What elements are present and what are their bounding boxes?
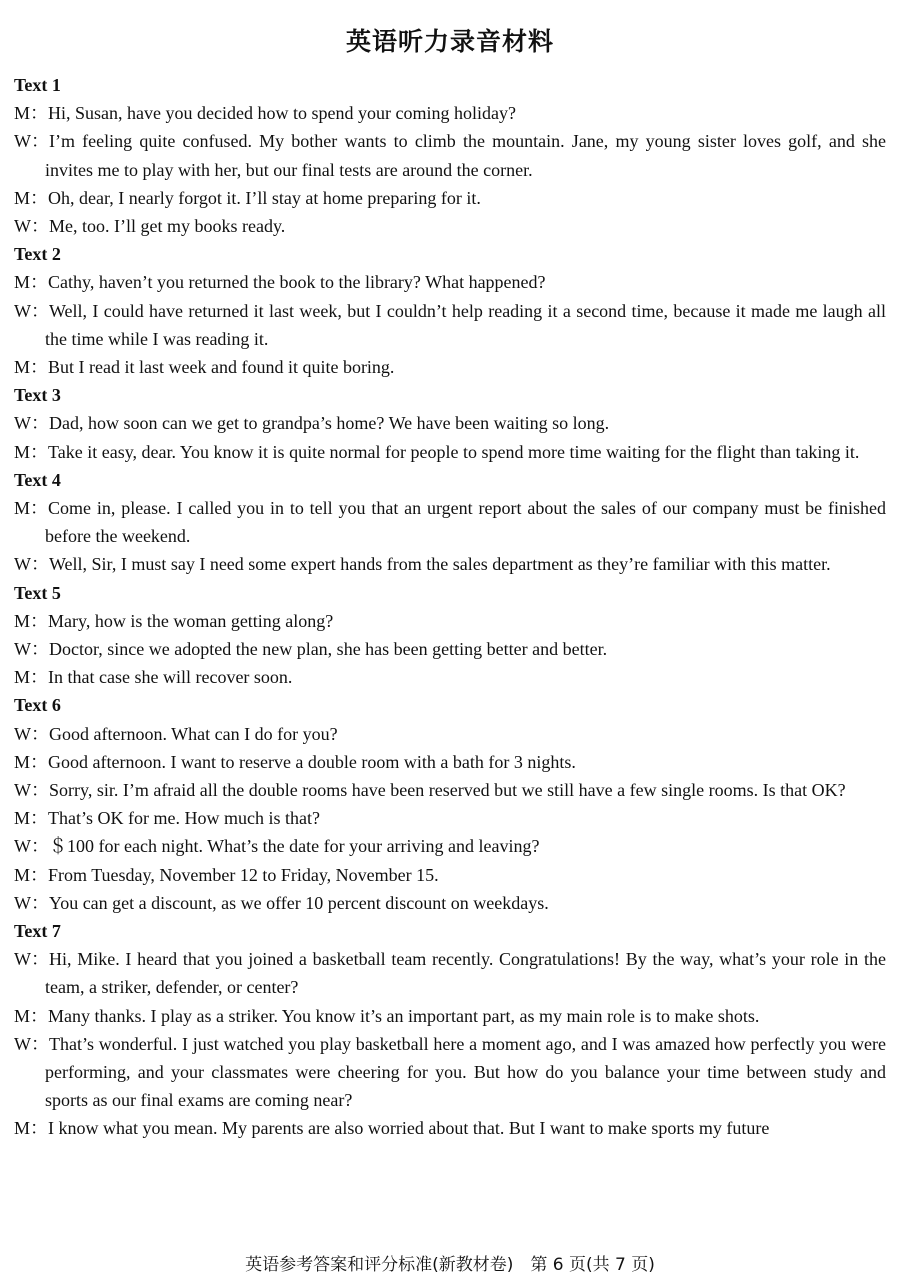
dialogue-text: Mary, how is the woman getting along? — [48, 610, 334, 631]
speaker-label: W： — [14, 413, 49, 434]
dialogue-line — [14, 409, 886, 437]
dialogue-text: Hi, Susan, have you decided how to spend your coming holiday? — [48, 103, 516, 124]
section-heading: Text 5 — [14, 582, 61, 603]
speaker-label: W： — [14, 1033, 49, 1054]
speaker-label: M： — [14, 1118, 49, 1139]
dialogue-line — [14, 861, 886, 889]
dialogue-text: Cathy, haven’t you returned the book to the library? What happened? — [48, 272, 546, 293]
speaker-label: M： — [14, 357, 49, 377]
speaker-label: W： — [14, 836, 49, 857]
speaker-label: M： — [14, 751, 49, 772]
speaker-label: W： — [14, 216, 49, 236]
dialogue-line — [14, 720, 886, 748]
speaker-label: W： — [14, 779, 49, 800]
dialogue-text: Dad, how soon can we get to grandpa’s home? We have been waiting so long. — [49, 413, 610, 434]
dialogue-text: Me, too. I’ll get my books ready. — [49, 216, 286, 236]
dialogue-line — [14, 353, 886, 381]
speaker-label: W： — [14, 892, 49, 913]
dialogue-line — [14, 776, 886, 804]
dialogue-text: Hi, Mike. I heard that you joined a basketball team recently. Congratulations! By the way, what’s your role in the team, a striker, defender, or center? — [45, 949, 886, 998]
dialogue-line — [14, 635, 886, 663]
dialogue-line — [14, 550, 886, 578]
section-heading: Text 6 — [14, 695, 61, 716]
dialogue-line — [14, 127, 886, 183]
dialogue-text: Good afternoon. I want to reserve a double room with a bath for 3 nights. — [48, 751, 576, 772]
dialogue-text: I know what you mean. My parents are also worried about that. But I want to make sports my future — [48, 1118, 770, 1139]
dialogue-text: Sorry, sir. I’m afraid all the double rooms have been reserved but we still have a few single rooms. Is that OK? — [49, 779, 846, 800]
dialogue-line — [14, 494, 886, 550]
dialogue-line — [14, 663, 886, 691]
dialogue-line — [14, 184, 886, 212]
dialogue-text: In that case she will recover soon. — [48, 667, 293, 688]
speaker-label: M： — [14, 610, 49, 631]
speaker-label: M： — [14, 808, 49, 829]
dialogue-text: ＄100 for each night. What’s the date for your arriving and leaving? — [49, 836, 540, 857]
dialogue-text: Good afternoon. What can I do for you? — [49, 723, 338, 744]
dialogue-text: Well, Sir, I must say I need some expert hands from the sales department as they’re familiar with this matter. — [49, 554, 831, 575]
dialogue-line — [14, 945, 886, 1001]
section-heading: Text 7 — [14, 921, 61, 941]
dialogue-text: That’s OK for me. How much is that? — [48, 808, 320, 829]
dialogue-text: Come in, please. I called you in to tell you that an urgent report about the sales of our company must be finished before the weekend. — [45, 497, 886, 547]
speaker-label: W： — [14, 949, 49, 970]
speaker-label: M： — [14, 667, 49, 688]
section-heading: Text 1 — [14, 75, 61, 95]
dialogue-line — [14, 1030, 886, 1115]
dialogue-text: From Tuesday, November 12 to Friday, November 15. — [48, 864, 439, 885]
dialogue-text: Take it easy, dear. You know it is quite normal for people to spend more time waiting for the flight than taking it. — [48, 441, 860, 462]
speaker-label: W： — [14, 554, 49, 575]
speaker-label: W： — [14, 131, 49, 152]
dialogue-line — [14, 748, 886, 776]
dialogue-text: Many thanks. I play as a striker. You know it’s an important part, as my main role is to make shots. — [48, 1005, 760, 1026]
speaker-label: M： — [14, 864, 49, 885]
dialogue-text: Oh, dear, I nearly forgot it. I’ll stay at home preparing for it. — [48, 187, 481, 208]
dialogue-text: Well, I could have returned it last week, but I couldn’t help reading it a second time, because it made me laugh all the time while I was reading it. — [45, 300, 886, 349]
document-title: 英语听力录音材料 — [345, 27, 554, 56]
dialogue-line — [14, 832, 886, 860]
dialogue-line — [14, 212, 886, 240]
dialogue-text: But I read it last week and found it quite boring. — [48, 357, 395, 377]
dialogue-line — [14, 804, 886, 832]
dialogue-line — [14, 297, 886, 353]
transcript-content — [14, 71, 886, 1143]
dialogue-line — [14, 438, 886, 466]
section-heading: Text 4 — [14, 469, 61, 490]
dialogue-text: Doctor, since we adopted the new plan, she has been getting better and better. — [49, 638, 608, 659]
speaker-label: M： — [14, 103, 49, 124]
speaker-label: M： — [14, 187, 49, 208]
dialogue-line — [14, 99, 886, 127]
dialogue-line — [14, 268, 886, 296]
speaker-label: W： — [14, 723, 49, 744]
dialogue-line — [14, 1114, 886, 1142]
dialogue-line — [14, 1002, 886, 1030]
page-footer: 英语参考答案和评分标准(新教材卷) 第 6 页(共 7 页) — [245, 1255, 655, 1275]
dialogue-text: I’m feeling quite confused. My bother wants to climb the mountain. Jane, my young sister loves golf, and she invites me to play with her, but our final tests are around the corner. — [45, 131, 886, 180]
section-heading: Text 3 — [14, 385, 61, 406]
dialogue-text: That’s wonderful. I just watched you play basketball here a moment ago, and I was amazed how perfectly you were performing, and your classmates were cheering for you. But how do you balance your time between study and sports as our final exams are coming near? — [45, 1033, 886, 1111]
speaker-label: M： — [14, 1005, 49, 1026]
speaker-label: M： — [14, 441, 49, 462]
dialogue-line — [14, 889, 886, 917]
speaker-label: M： — [14, 497, 49, 518]
speaker-label: M： — [14, 272, 49, 293]
dialogue-line — [14, 607, 886, 635]
dialogue-text: You can get a discount, as we offer 10 percent discount on weekdays. — [49, 892, 549, 913]
speaker-label: W： — [14, 638, 49, 659]
section-heading: Text 2 — [14, 244, 61, 265]
speaker-label: W： — [14, 300, 49, 321]
